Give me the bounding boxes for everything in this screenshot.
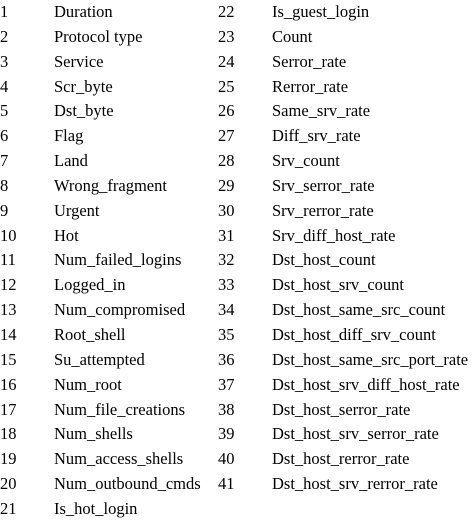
feature-name: Flag xyxy=(54,126,84,146)
feature-number: 35 xyxy=(218,324,235,344)
feature-number: 18 xyxy=(0,424,17,444)
feature-number: 40 xyxy=(218,449,235,469)
feature-name: Service xyxy=(54,51,104,71)
feature-number: 23 xyxy=(218,26,235,46)
feature-number: 1 xyxy=(0,2,9,21)
table-row xyxy=(0,199,474,224)
feature-name: Dst_host_rerror_rate xyxy=(272,449,410,469)
feature-number: 32 xyxy=(218,250,235,270)
feature-number: 41 xyxy=(218,474,235,494)
feature-name: Srv_rerror_rate xyxy=(272,200,374,220)
feature-number: 37 xyxy=(218,374,235,394)
table-row xyxy=(0,447,474,472)
table-row xyxy=(0,273,474,298)
feature-name: Protocol type xyxy=(54,26,143,46)
feature-number: 2 xyxy=(0,26,9,46)
feature-number: 28 xyxy=(218,151,235,171)
feature-name: Same_srv_rate xyxy=(272,101,371,121)
feature-number: 6 xyxy=(0,126,9,146)
table-row xyxy=(0,472,474,497)
feature-number: 21 xyxy=(0,498,17,518)
feature-name: Srv_serror_rate xyxy=(272,175,375,195)
feature-number: 17 xyxy=(0,399,17,419)
feature-number: 7 xyxy=(0,151,9,171)
feature-number: 9 xyxy=(0,200,9,220)
feature-name: Dst_host_count xyxy=(272,250,376,270)
feature-number: 36 xyxy=(218,349,235,369)
feature-number: 12 xyxy=(0,275,17,295)
table-row xyxy=(0,298,474,323)
table-row xyxy=(0,25,474,50)
table-row xyxy=(0,373,474,398)
feature-name: Land xyxy=(54,151,88,171)
table-row xyxy=(0,174,474,199)
feature-name: Urgent xyxy=(54,200,100,220)
feature-name: Dst_host_same_src_port_rate xyxy=(272,349,469,369)
feature-number: 38 xyxy=(218,399,235,419)
feature-number: 22 xyxy=(218,2,235,21)
feature-name: Dst_byte xyxy=(54,101,114,121)
table-row xyxy=(0,323,474,348)
feature-number: 4 xyxy=(0,76,9,96)
feature-name: Num_root xyxy=(54,374,122,394)
feature-number: 31 xyxy=(218,225,235,245)
feature-name: Num_compromised xyxy=(54,300,186,320)
table-row xyxy=(0,422,474,447)
feature-name: Num_access_shells xyxy=(54,449,184,469)
table-row xyxy=(0,75,474,100)
feature-name: Dst_host_srv_count xyxy=(272,275,404,295)
feature-name: Count xyxy=(272,26,313,46)
feature-name: Dst_host_same_src_count xyxy=(272,300,446,320)
feature-name: Rerror_rate xyxy=(272,76,349,96)
feature-number: 25 xyxy=(218,76,235,96)
feature-number: 30 xyxy=(218,200,235,220)
feature-name: Num_file_creations xyxy=(54,399,186,419)
feature-number: 15 xyxy=(0,349,17,369)
table-row xyxy=(0,248,474,273)
feature-name: Root_shell xyxy=(54,324,126,344)
table-row xyxy=(0,497,474,522)
feature-number: 39 xyxy=(218,424,235,444)
feature-number xyxy=(218,497,272,522)
feature-number: 19 xyxy=(0,449,17,469)
feature-name: Scr_byte xyxy=(54,76,113,96)
feature-name: Diff_srv_rate xyxy=(272,126,361,146)
feature-number: 20 xyxy=(0,474,17,494)
feature-name: Hot xyxy=(54,225,79,245)
feature-number: 8 xyxy=(0,175,9,195)
feature-name: Num_failed_logins xyxy=(54,250,182,270)
feature-name: Dst_host_srv_rerror_rate xyxy=(272,474,438,494)
feature-number: 33 xyxy=(218,275,235,295)
feature-number: 24 xyxy=(218,51,235,71)
table-row xyxy=(0,224,474,249)
feature-number: 27 xyxy=(218,126,235,146)
feature-name: Serror_rate xyxy=(272,51,347,71)
feature-name: Duration xyxy=(54,2,113,21)
feature-name xyxy=(272,497,474,522)
feature-number: 29 xyxy=(218,175,235,195)
feature-number: 13 xyxy=(0,300,17,320)
table-row xyxy=(0,124,474,149)
feature-name: Is_guest_login xyxy=(272,2,370,21)
feature-number: 26 xyxy=(218,101,235,121)
feature-number: 11 xyxy=(0,250,16,270)
table-row xyxy=(0,398,474,423)
feature-name: Srv_diff_host_rate xyxy=(272,225,396,245)
feature-name: Su_attempted xyxy=(54,349,145,369)
feature-name: Wrong_fragment xyxy=(54,175,167,195)
table-row xyxy=(0,99,474,124)
feature-number: 14 xyxy=(0,324,17,344)
feature-name: Srv_count xyxy=(272,151,340,171)
feature-name: Is_hot_login xyxy=(54,498,138,518)
feature-name: Dst_host_srv_serror_rate xyxy=(272,424,439,444)
feature-number: 16 xyxy=(0,374,17,394)
feature-number: 10 xyxy=(0,225,17,245)
feature-name: Num_outbound_cmds xyxy=(54,474,201,494)
feature-number: 3 xyxy=(0,51,9,71)
feature-name: Logged_in xyxy=(54,275,126,295)
feature-name: Num_shells xyxy=(54,424,133,444)
table-row xyxy=(0,50,474,75)
table-row xyxy=(0,149,474,174)
feature-name: Dst_host_diff_srv_count xyxy=(272,324,436,344)
feature-name: Dst_host_srv_diff_host_rate xyxy=(272,374,460,394)
feature-number: 5 xyxy=(0,101,9,121)
table-row xyxy=(0,348,474,373)
table-row xyxy=(0,0,474,25)
feature-name: Dst_host_serror_rate xyxy=(272,399,411,419)
feature-number: 34 xyxy=(218,300,235,320)
